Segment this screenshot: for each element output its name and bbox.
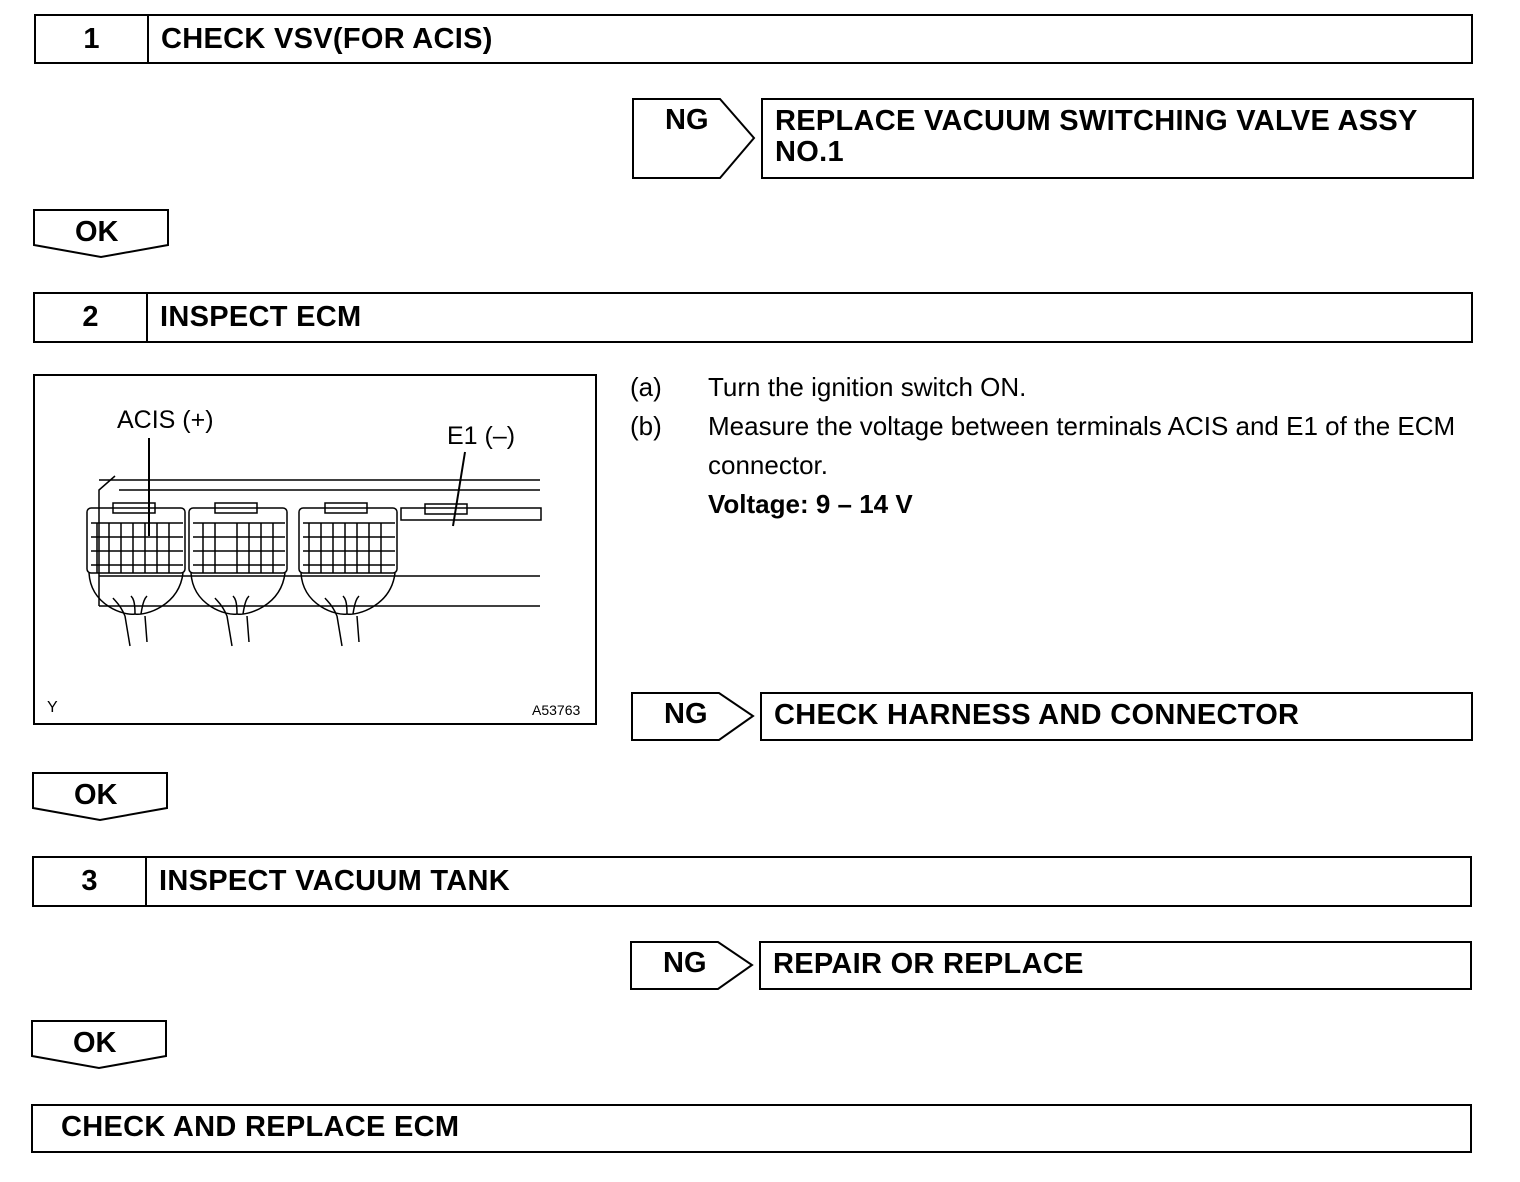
step-title: INSPECT ECM — [160, 301, 362, 333]
ng-label: NG — [664, 698, 708, 730]
step-title: INSPECT VACUUM TANK — [159, 865, 511, 897]
step-title: CHECK VSV(FOR ACIS) — [161, 22, 493, 55]
final-action-box: CHECK AND REPLACE ECM — [31, 1104, 1472, 1153]
step-number: 3 — [34, 858, 147, 905]
step-1-header — [34, 14, 1473, 64]
e1-terminal-label: E1 (–) — [447, 422, 516, 450]
instruction-text: Measure the voltage between terminals ACIS and E1 of the ECM connector. — [708, 411, 1456, 480]
step-number: 1 — [36, 16, 149, 62]
acis-terminal-label: ACIS (+) — [117, 406, 214, 434]
ng-label: NG — [665, 104, 709, 136]
ng-result-box: CHECK HARNESS AND CONNECTOR — [760, 692, 1473, 741]
instruction-marker: (a) — [630, 372, 662, 402]
ok-label: OK — [73, 1027, 117, 1059]
figure-corner-code: Y — [47, 699, 58, 716]
instruction-text: Turn the ignition switch ON. — [708, 372, 1027, 402]
ecm-connector-figure — [33, 374, 597, 725]
voltage-spec: Voltage: 9 – 14 V — [708, 489, 913, 519]
step-2-header — [33, 292, 1473, 343]
figure-id: A53763 — [532, 702, 581, 718]
instruction-marker: (b) — [630, 411, 662, 441]
ng-label: NG — [663, 947, 707, 979]
step-number: 2 — [35, 294, 148, 341]
ok-label: OK — [75, 216, 119, 248]
ng-result-box: REPLACE VACUUM SWITCHING VALVE ASSY NO.1 — [761, 98, 1474, 179]
ng-result-box: REPAIR OR REPLACE — [759, 941, 1472, 990]
step-3-header — [32, 856, 1472, 907]
ok-label: OK — [74, 779, 118, 811]
